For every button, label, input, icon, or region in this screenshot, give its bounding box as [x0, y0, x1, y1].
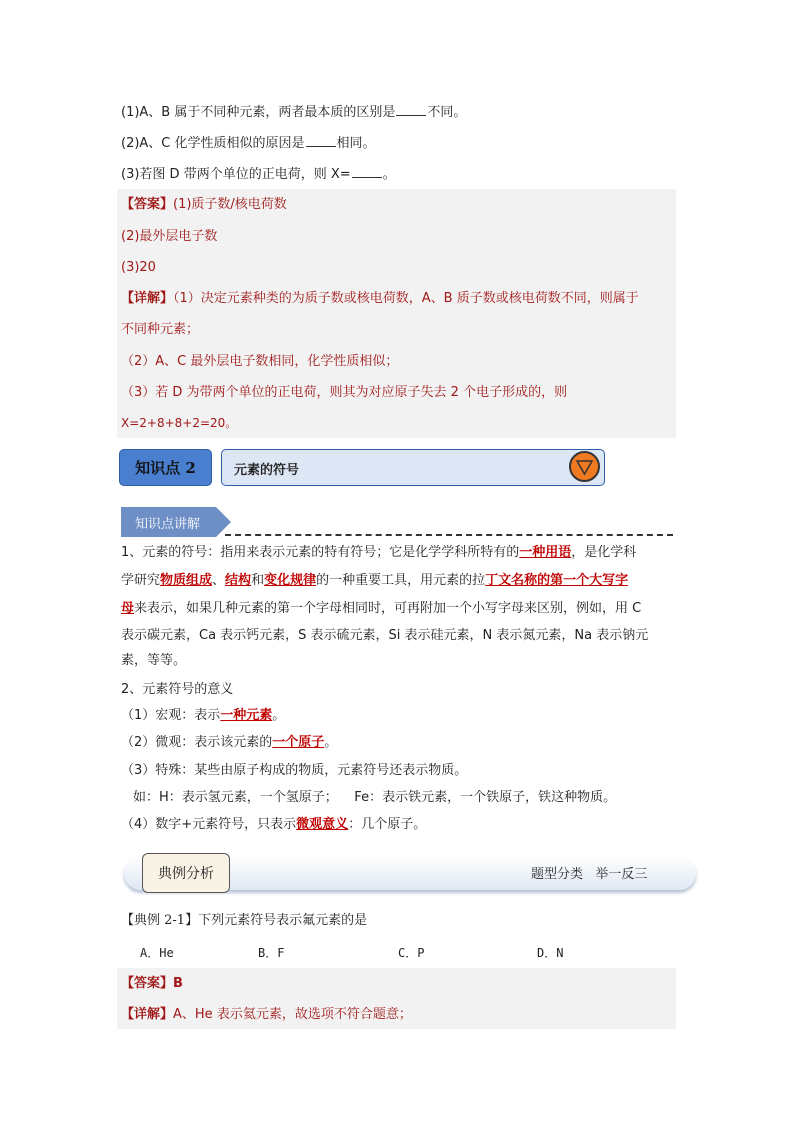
option-b: B．F — [258, 946, 285, 960]
meaning-item-2 — [121, 734, 337, 752]
detail-line-1b: 不同种元素； — [121, 322, 200, 337]
text: （4）数字+元素符号，只表示 — [121, 817, 297, 832]
option-d: D．N — [537, 946, 564, 960]
text: 学研究 — [121, 573, 161, 588]
text: 和 — [251, 573, 265, 588]
banner-subtitle: 题型分类 举一反三 — [531, 867, 648, 882]
question-2-tail: 相同。 — [336, 136, 376, 151]
question-2 — [121, 134, 376, 153]
knowledge-point-badge: 知识点 2 — [119, 449, 212, 486]
answer-blank — [306, 134, 336, 147]
detail-text: A、He 表示氦元素，故选项不符合题意； — [173, 1007, 412, 1022]
knowledge-point-title: 元素的符号 — [234, 463, 300, 478]
answer-blank — [352, 165, 382, 178]
text: 、 — [212, 573, 226, 588]
text: （1）宏观：表示 — [121, 708, 221, 723]
explanation-line-2 — [121, 572, 628, 590]
meaning-item-3: （3）特殊：某些由原子构成的物质，元素符号还表示物质。 — [121, 763, 468, 778]
highlight-term: 结构 — [225, 573, 252, 588]
example-detail — [121, 1006, 412, 1024]
text: 来表示，如果几种元素的第一个字母相同时，可再附加一个小写字母来区别，例如，用 C — [134, 601, 642, 616]
answer-label: 【答案】 — [121, 197, 174, 212]
question-3 — [121, 165, 396, 184]
detail-line-1 — [121, 290, 639, 308]
explanation-line-4: 表示碳元素，Ca 表示钙元素，S 表示硫元素，Si 表示硅元素，N 表示氮元素，Na 表示钠元 — [121, 628, 649, 643]
question-1 — [121, 103, 466, 122]
example-label: 【典例 2-1】 — [121, 913, 199, 928]
answer-text: B — [173, 976, 183, 991]
detail-line-3b: X=2+8+8+2=20。 — [121, 416, 238, 430]
detail-line-2: （2）A、C 最外层电子数相同，化学性质相似； — [121, 354, 399, 369]
answer-blank — [396, 103, 426, 116]
highlight-term: 物质组成 — [160, 573, 213, 588]
example-question — [121, 912, 367, 930]
question-1-tail: 不同。 — [427, 105, 467, 120]
highlight-term: 一个原子 — [272, 735, 325, 750]
explanation-line-1 — [121, 544, 636, 562]
banner-title: 典例分析 — [142, 853, 230, 893]
example-question-text: 下列元素符号表示氟元素的是 — [198, 913, 368, 928]
answer-line-2: (2)最外层电子数 — [121, 229, 218, 244]
meaning-item-4 — [121, 816, 426, 834]
option-a: A．He — [140, 946, 174, 960]
text: 。 — [272, 708, 286, 723]
question-1-text: (1)A、B 属于不同种元素，两者最本质的区别是 — [121, 105, 396, 120]
explanation-line-5: 素，等等。 — [121, 653, 187, 668]
answer-label: 【答案】 — [121, 976, 174, 991]
detail-label: 【详解】 — [121, 291, 174, 306]
meaning-item-1 — [121, 707, 285, 725]
detail-text: （1）决定元素种类的为质子数或核电荷数，A、B 质子数或核电荷数不同，则属于 — [173, 291, 639, 306]
highlight-term: 一种元素 — [220, 708, 273, 723]
explanation-line-3 — [121, 600, 641, 618]
highlight-term: 变化规律 — [264, 573, 317, 588]
detail-label: 【详解】 — [121, 1007, 174, 1022]
chevron-down-icon — [569, 451, 600, 482]
highlight-term: 母 — [121, 601, 135, 616]
text: （2）微观：表示该元素的 — [121, 735, 273, 750]
example-answer — [121, 975, 183, 993]
option-c: C．P — [398, 946, 425, 960]
answer-line-3: (3)20 — [121, 260, 156, 275]
question-3-text: (3)若图 D 带两个单位的正电荷，则 X= — [121, 167, 351, 182]
text: ：几个原子。 — [348, 817, 427, 832]
question-2-text: (2)A、C 化学性质相似的原因是 — [121, 136, 305, 151]
detail-line-3: （3）若 D 为带两个单位的正电荷，则其为对应原子失去 2 个电子形成的，则 — [121, 385, 568, 400]
highlight-term: 丁文名称的第一个大写字 — [485, 573, 629, 588]
text: 。 — [324, 735, 338, 750]
knowledge-explanation-label: 知识点讲解 — [135, 517, 201, 532]
answer-text: (1)质子数/核电荷数 — [173, 197, 287, 212]
highlight-term: 微观意义 — [296, 817, 349, 832]
text: 1、元素的符号：指用来表示元素的特有符号；它是化学学科所特有的 — [121, 545, 520, 560]
meaning-example: 如：H：表示氢元素，一个氢原子； Fe：表示铁元素，一个铁原子，铁这种物质。 — [133, 790, 617, 805]
text: 的一种重要工具，用元素的拉 — [316, 573, 486, 588]
highlight-term: 一种用语 — [519, 545, 572, 560]
answer-line-1 — [121, 196, 287, 214]
text: ，是化学科 — [571, 545, 637, 560]
dashed-divider — [225, 534, 673, 536]
question-3-tail: 。 — [382, 167, 396, 182]
explanation-line-6: 2、元素符号的意义 — [121, 682, 234, 697]
knowledge-point-bar — [221, 449, 605, 486]
